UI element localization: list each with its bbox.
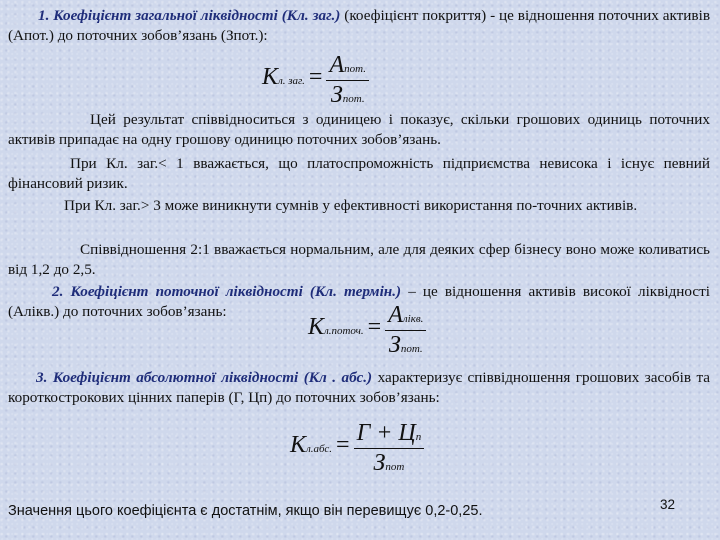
text-low-ratio: При Кл. заг.< 1 вважається, що платоспроможність підприємства невисока і існує певний фінансовий ризик. (8, 155, 710, 192)
denominator: З (388, 332, 401, 358)
term-quick-ratio: Коефіцієнт поточної ліквідності (Кл. термін.) (70, 283, 402, 300)
formula-equals: = (336, 432, 350, 459)
denominator-subscript: пот. (342, 93, 365, 105)
text-interpretation: Цей результат співвідноситься з одиницею і показує, скільки грошових одиниць поточних активів припадає на одну грошову одиницю поточних зобов’язань. (8, 111, 710, 148)
formula-equals: = (367, 314, 382, 341)
denominator: З (330, 82, 343, 108)
formula-quick-ratio (308, 302, 426, 359)
numerator-subscript: пот. (344, 63, 366, 75)
term-absolute-ratio: Коефіцієнт абсолютної ліквідності (Кл . абс.) (52, 369, 373, 386)
paragraph-normal-ratio (8, 240, 710, 280)
formula-subscript: л. заг. (277, 75, 305, 88)
formula-equals: = (308, 64, 323, 91)
formula-subscript: л.абс. (305, 443, 333, 456)
text-quick-ratio-definition: – це відношення активів високої ліквідності (Алікв.) до поточних зобов’язань: (8, 283, 711, 320)
numerator-subscript: п (415, 431, 422, 443)
term-number: 3. (36, 369, 48, 386)
formula-fraction (385, 302, 426, 359)
numerator: А (329, 52, 345, 78)
paragraph-current-ratio (8, 6, 710, 46)
page-number: 32 (660, 497, 676, 512)
formula-symbol: К (290, 432, 306, 459)
denominator-subscript: пот (385, 461, 405, 473)
formula-symbol: К (308, 314, 324, 341)
text-high-ratio: При Кл. заг.> 3 може виникнути сумнів у ефективності використання по-точних активів. (64, 197, 638, 214)
term-current-ratio: Коефіцієнт загальної ліквідності (Кл. заг.) (53, 7, 341, 24)
paragraph-low-ratio (8, 154, 710, 194)
paragraph-absolute-ratio (8, 368, 710, 408)
formula-absolute-ratio (290, 420, 424, 477)
formula-fraction (354, 420, 425, 477)
formula-subscript: л.поточ. (323, 325, 364, 338)
formula-fraction (326, 52, 369, 109)
term-number: 2. (52, 283, 64, 300)
paragraph-interpretation (8, 110, 710, 150)
numerator: Г + Ц (356, 420, 416, 446)
text-absolute-ratio-definition: характеризує співвідношення грошових засобів та короткострокових цінних паперів (Г, Цп) до поточних зобов’язань: (8, 369, 711, 406)
text-normal-ratio: Співвідношення 2:1 вважається нормальним, але для деяких сфер бізнесу воно може коливатись від 1,2 до 2,5. (8, 241, 710, 278)
formula-current-ratio (262, 52, 369, 109)
formula-symbol: К (262, 64, 278, 91)
denominator-subscript: пот. (400, 343, 423, 355)
numerator: А (388, 302, 403, 328)
numerator-subscript: лікв. (402, 313, 424, 325)
term-number: 1. (38, 7, 50, 24)
bottom-note: Значення цього коефіцієнта є достатнім, якщо він перевищує 0,2-0,25. (8, 503, 483, 519)
denominator: З (373, 450, 386, 476)
text-current-ratio-definition: (коефіцієнт покриття) - це відношення поточних активів (Апот.) до поточних зобов’язань (Зпот.): (8, 7, 710, 44)
paragraph-high-ratio (8, 196, 710, 216)
